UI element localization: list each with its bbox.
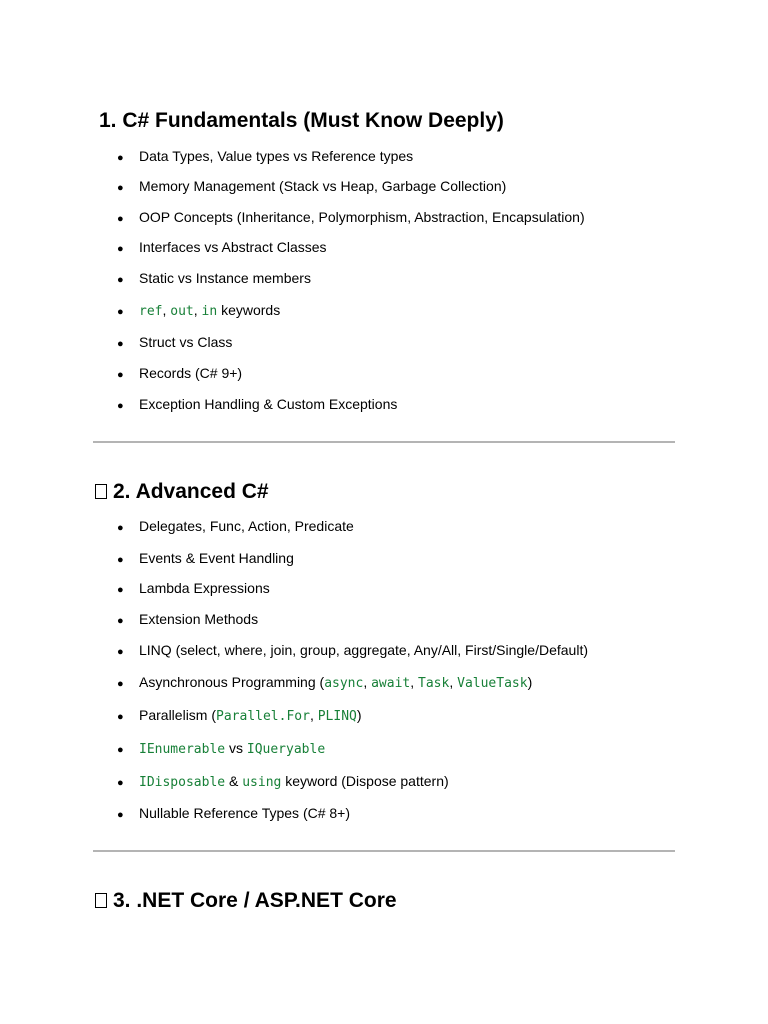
bullet-icon: ●	[117, 646, 124, 658]
bullet-icon: ●	[117, 274, 124, 286]
checkbox-glyph-icon	[95, 893, 107, 908]
code-in: in	[201, 304, 218, 319]
list-item-parallelism: ● Parallelism (Parallel.For, PLINQ)	[117, 707, 362, 724]
bullet-icon: ●	[117, 584, 124, 596]
bullet-icon: ●	[117, 182, 124, 194]
list-item: ● Records (C# 9+)	[117, 364, 242, 384]
list-item: ● Data Types, Value types vs Reference types	[117, 147, 413, 167]
bullet-icon: ●	[117, 744, 124, 756]
bullet-icon: ●	[117, 522, 124, 534]
list-item-async: ● Asynchronous Programming (async, await, Task, ValueTask)	[117, 674, 533, 691]
list-item: ● OOP Concepts (Inheritance, Polymorphism, Abstraction, Encapsulation)	[117, 208, 585, 228]
bullet-icon: ●	[117, 615, 124, 627]
bullet-icon: ●	[117, 554, 124, 566]
list-item: ● Memory Management (Stack vs Heap, Garbage Collection)	[117, 177, 506, 197]
list-item-idisposable: ● IDisposable & using keyword (Dispose pattern)	[117, 773, 449, 790]
section-3-title: 3. .NET Core / ASP.NET Core	[113, 889, 397, 912]
bullet-icon: ●	[117, 809, 124, 821]
bullet-icon: ●	[117, 213, 124, 225]
list-item-keywords: ● ref, out, in keywords	[117, 302, 281, 319]
list-item: ● LINQ (select, where, join, group, aggregate, Any/All, First/Single/Default)	[117, 641, 588, 661]
code-parallel-for: Parallel.For	[216, 709, 310, 724]
code-iqueryable: IQueryable	[246, 742, 326, 757]
code-async: async	[324, 676, 364, 691]
section-3-heading	[95, 888, 397, 914]
bullet-icon: ●	[117, 678, 124, 690]
checkbox-glyph-icon	[95, 484, 107, 499]
list-item: ● Interfaces vs Abstract Classes	[117, 238, 327, 258]
bullet-icon: ●	[117, 777, 124, 789]
section-1-title: 1. C# Fundamentals (Must Know Deeply)	[99, 109, 504, 132]
section-1-heading	[99, 108, 504, 134]
code-task: Task	[418, 676, 450, 691]
code-idisposable: IDisposable	[139, 775, 226, 790]
list-item: ● Extension Methods	[117, 610, 258, 630]
bullet-icon: ●	[117, 400, 124, 412]
bullet-icon: ●	[117, 306, 124, 318]
list-item-ienumerable: ● IEnumerable vs IQueryable	[117, 740, 326, 757]
bullet-icon: ●	[117, 338, 124, 350]
list-item: ● Exception Handling & Custom Exceptions	[117, 395, 397, 415]
list-item: ● Static vs Instance members	[117, 269, 311, 289]
code-plinq: PLINQ	[317, 709, 357, 724]
bullet-icon: ●	[117, 369, 124, 381]
list-item: ● Delegates, Func, Action, Predicate	[117, 517, 354, 537]
code-out: out	[170, 304, 194, 319]
section-divider-1	[93, 441, 675, 443]
code-using: using	[242, 775, 282, 790]
list-item: ● Lambda Expressions	[117, 579, 270, 599]
list-item: ● Nullable Reference Types (C# 8+)	[117, 804, 350, 824]
code-valuetask: ValueTask	[457, 676, 528, 691]
bullet-icon: ●	[117, 243, 124, 255]
section-2-heading	[95, 479, 269, 505]
code-await: await	[371, 676, 411, 691]
code-ienumerable: IEnumerable	[139, 742, 226, 757]
bullet-icon: ●	[117, 152, 124, 164]
section-2-title: 2. Advanced C#	[113, 480, 269, 503]
code-ref: ref	[139, 304, 163, 319]
section-divider-2	[93, 850, 675, 852]
bullet-icon: ●	[117, 711, 124, 723]
list-item: ● Struct vs Class	[117, 333, 232, 353]
list-item: ● Events & Event Handling	[117, 549, 294, 569]
